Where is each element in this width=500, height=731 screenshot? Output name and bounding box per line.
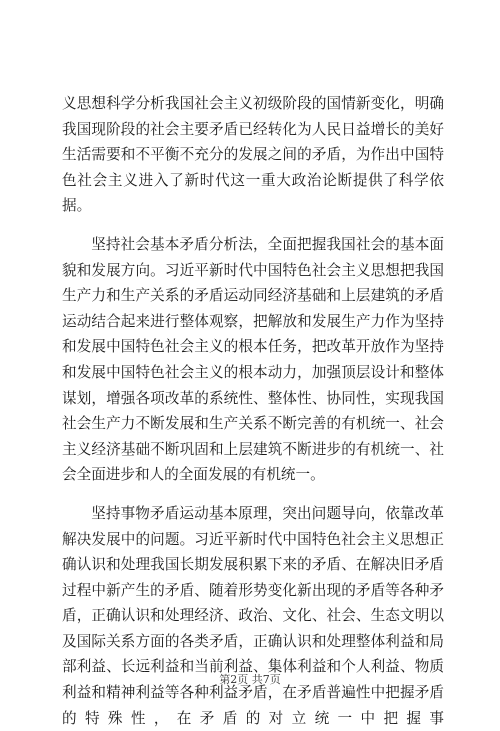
paragraph-1: 义思想科学分析我国社会主义初级阶段的国情新变化，明确我国现阶段的社会主要矛盾已经转化为人民日益增长的美好生活需要和不平衡不充分的发展之间的矛盾，为作出中国特色社会主义进入了新时代这一重大政治论断提供了科学依据。 xyxy=(62,95,444,215)
paragraph-spacer xyxy=(62,219,444,232)
paragraph-spacer xyxy=(62,488,444,501)
page-number: 第2页 共7页 xyxy=(219,673,281,686)
paragraph-2: 坚持社会基本矛盾分析法，全面把握我国社会的基本面貌和发展方向。习近平新时代中国特色社会主义思想把我国生产力和生产关系的矛盾运动同经济基础和上层建筑的矛盾运动结合起来进行整体观察，把解放和发展生产力作为坚持和发展中国特色社会主义的根本任务，把改革开放作为坚持和发展中国特色社会主义的根本动力，加强顶层设计和整体谋划，增强各项改革的系统性、整体性、协同性，实现我国社会生产力不断发展和生产关系不断完善的有机统一、社会主义经济基础不断巩固和上层建筑不断进步的有机统一、社会全面进步和人的全面发展的有机统一。 xyxy=(62,235,444,484)
paragraph-3: 坚持事物矛盾运动基本原理，突出问题导向，依靠改革解决发展中的问题。习近平新时代中国特色社会主义思想正确认识和处理我国长期发展积累下来的矛盾、在解决旧矛盾过程中新产生的矛盾、随着形势变化新出现的矛盾等各种矛盾，正确认识和处理经济、政治、文化、社会、生态文明以及国际关系方面的各类矛盾，正确认识和处理整体利益和局部利益、长远利益和当前利益、集体利益和个人利益、物质利益和精神利益等各种利益矛盾，在矛盾普遍性中把握矛盾的特殊性，在矛盾的对立统一中把握事 xyxy=(62,504,444,727)
document-body xyxy=(62,91,444,731)
